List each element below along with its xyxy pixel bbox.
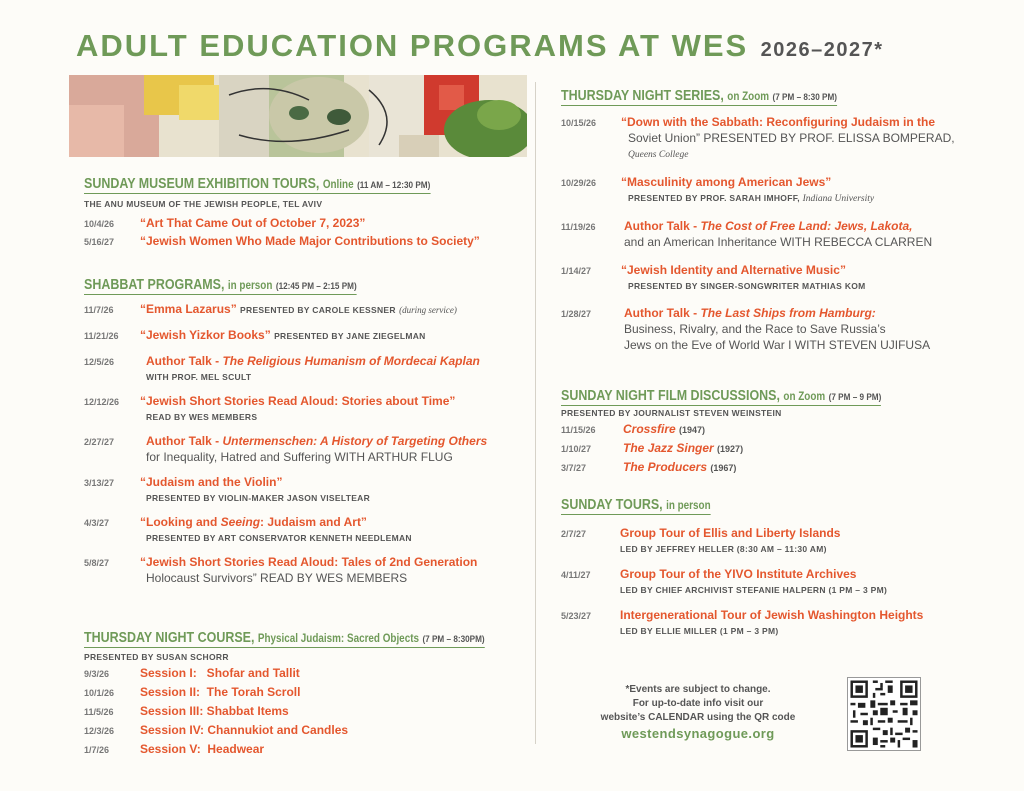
event-presenter: PRESENTED BY PROF. ELISSA BOMPERAD, [703, 131, 955, 145]
tour-title: Group Tour of Ellis and Liberty Islands [620, 526, 841, 540]
session-title: Session IV: Channukiot and Candles [140, 723, 349, 737]
heading-text: THURSDAY NIGHT SERIES, [561, 88, 724, 104]
heading-mode: in person [666, 500, 711, 512]
footer-line: *Events are subject to change. [625, 684, 771, 695]
event-title: “Emma Lazarus” [140, 302, 237, 316]
event-title: “Judaism and the Violin” [140, 475, 283, 489]
section-heading [84, 176, 430, 194]
section-film-discussions [561, 387, 933, 477]
tour-leader: LED BY CHIEF ARCHIVIST STEFANIE HALPERN (1 PM – 3 PM) [620, 585, 888, 595]
event-title: “Masculinity among American Jews” [621, 175, 832, 189]
section-museum-tours [84, 175, 487, 249]
event-row [84, 301, 487, 318]
heading-time: (7 PM – 8:30PM) [422, 634, 485, 645]
heading-time: (12:45 PM – 2:15 PM) [275, 281, 357, 292]
event-title-cont: Holocaust Survivors” [146, 571, 257, 585]
film-year: (1967) [710, 463, 737, 473]
event-presenter: WITH REBECCA CLARREN [780, 235, 933, 249]
event-date: 5/8/27 [84, 558, 110, 568]
event-title: “Jewish Identity and Alternative Music” [621, 263, 846, 277]
event-title: “Art That Came Out of October 7, 2023” [140, 216, 366, 230]
event-prefix: Author Talk - [624, 219, 701, 233]
footer-line: website’s CALENDAR using the QR code [600, 712, 796, 723]
event-presenter: PRESENTED BY JANE ZIEGELMAN [274, 331, 426, 341]
event-row [561, 174, 955, 206]
film-title: The Jazz Singer [623, 441, 714, 455]
tour-leader: LED BY ELLIE MILLER (1 PM – 3 PM) [620, 626, 779, 636]
section-subtitle: PRESENTED BY JOURNALIST STEVEN WEINSTEIN [561, 408, 782, 418]
film-year: (1947) [679, 425, 706, 435]
event-date: 10/4/26 [84, 219, 115, 229]
event-presenter: PRESENTED BY SINGER-SONGWRITER MATHIAS KOM [628, 281, 866, 291]
event-date: 12/5/26 [84, 357, 115, 367]
event-presenter: PRESENTED BY PROF. SARAH IMHOFF, [628, 193, 800, 203]
event-presenter: PRESENTED BY VIOLIN-MAKER JASON VISELTEAR [146, 493, 371, 503]
event-title-cont: and an American Inheritance [624, 235, 777, 249]
heading-text: SUNDAY TOURS, [561, 497, 663, 513]
event-presenter: WITH PROF. MEL SCULT [146, 372, 252, 382]
tour-leader: LED BY JEFFREY HELLER (8:30 AM – 11:30 AM) [620, 544, 827, 554]
film-row [561, 440, 933, 458]
session-row [84, 722, 550, 738]
event-row [84, 327, 487, 344]
event-title: “Down with the Sabbath: Reconfiguring Judaism in the [621, 115, 936, 129]
session-date: 12/3/26 [84, 726, 115, 736]
event-date: 11/7/26 [84, 305, 114, 315]
event-title: “Jewish Short Stories Read Aloud: Stories about Time” [140, 394, 456, 408]
event-presenter: PRESENTED BY ART CONSERVATOR KENNETH NEEDLEMAN [146, 533, 412, 543]
session-row [84, 684, 550, 700]
heading-time: (7 PM – 8:30 PM) [772, 92, 837, 103]
section-thursday-series [561, 87, 955, 353]
event-presenter: READ BY WES MEMBERS [260, 571, 408, 585]
film-date: 3/7/27 [561, 463, 587, 473]
footer-line: For up-to-date info visit our [632, 698, 764, 709]
event-row [84, 215, 487, 231]
film-date: 1/10/27 [561, 444, 592, 454]
event-row [84, 353, 487, 384]
event-title-cont: Soviet Union” [628, 131, 701, 145]
event-title: “Jewish Short Stories Read Aloud: Tales of 2nd Generation [140, 555, 478, 569]
film-row [561, 421, 933, 439]
event-date: 10/29/26 [561, 178, 597, 188]
event-row [561, 114, 955, 162]
event-title: “Looking and [140, 515, 221, 529]
event-date: 1/28/27 [561, 309, 592, 319]
session-title: Session V: Headwear [140, 742, 265, 756]
event-date: 5/16/27 [84, 237, 115, 247]
event-presenter: READ BY WES MEMBERS [146, 412, 258, 422]
heading-mode: Physical Judaism: Sacred Objects [257, 633, 419, 645]
event-title: The Religious Humanism of Mordecai Kaplan [222, 354, 480, 368]
event-date: 11/21/26 [84, 331, 119, 341]
event-date: 12/12/26 [84, 397, 120, 407]
session-title: Session I: Shofar and Tallit [140, 666, 300, 680]
section-heading [561, 88, 837, 106]
section-thursday-course [84, 629, 550, 757]
session-date: 1/7/26 [84, 745, 110, 755]
event-title-cont: Business, Rivalry, and the Race to Save Russia’s [624, 322, 886, 336]
event-date: 2/27/27 [84, 437, 115, 447]
event-title-cont: Jews on the Eve of World War I [624, 338, 792, 352]
tour-date: 4/11/27 [561, 570, 591, 580]
event-prefix: Author Talk - [146, 434, 223, 448]
film-title: The Producers [623, 460, 708, 474]
session-date: 11/5/26 [84, 707, 114, 717]
event-institution: Indiana University [802, 194, 875, 204]
event-title: Untermenschen: A History of Targeting Others [222, 434, 488, 448]
event-row [84, 474, 487, 505]
tour-row [561, 566, 923, 597]
film-row [561, 459, 933, 477]
event-row [561, 218, 955, 250]
event-row [84, 233, 487, 249]
event-presenter: WITH STEVEN UJIFUSA [794, 338, 931, 352]
section-heading [561, 497, 711, 515]
event-date: 4/3/27 [84, 518, 110, 528]
chagall-artwork-image [69, 75, 527, 157]
section-subtitle: PRESENTED BY SUSAN SCHORR [84, 652, 229, 662]
event-title-italic: Seeing [220, 515, 261, 529]
session-row [84, 741, 550, 757]
event-presenter: PRESENTED BY CAROLE KESSNER [240, 305, 396, 315]
footer-note [578, 683, 818, 741]
tour-row [561, 525, 923, 556]
event-row [84, 433, 487, 465]
event-title-end: : Judaism and Art” [260, 515, 367, 529]
event-date: 11/19/26 [561, 222, 596, 232]
heading-text: THURSDAY NIGHT COURSE, [84, 630, 255, 646]
heading-mode: on Zoom [783, 391, 826, 403]
section-heading [84, 630, 485, 648]
film-title: Crossfire [623, 422, 676, 436]
session-title: Session II: The Torah Scroll [140, 685, 301, 699]
qr-code-icon[interactable] [847, 677, 921, 751]
event-title: “Jewish Women Who Made Major Contributions to Society” [140, 234, 480, 248]
event-row [561, 305, 955, 353]
heading-mode: in person [227, 280, 273, 292]
heading-text: SHABBAT PROGRAMS, [84, 277, 225, 293]
section-sunday-tours [561, 496, 923, 638]
title-year: 2026–2027* [760, 39, 884, 61]
film-date: 11/15/26 [561, 425, 596, 435]
section-shabbat [84, 276, 487, 586]
title-main: ADULT EDUCATION PROGRAMS AT WES [76, 28, 749, 63]
heading-text: SUNDAY NIGHT FILM DISCUSSIONS, [561, 388, 780, 404]
tour-date: 5/23/27 [561, 611, 592, 621]
section-subtitle: THE ANU MUSEUM OF THE JEWISH PEOPLE, TEL AVIV [84, 199, 323, 209]
heading-mode: Online [322, 179, 354, 191]
tour-date: 2/7/27 [561, 529, 587, 539]
heading-time: (11 AM – 12:30 PM) [357, 180, 431, 191]
event-note: (during service) [399, 305, 457, 315]
event-row [84, 554, 487, 586]
event-institution: Queens College [628, 150, 689, 160]
session-title: Session III: Shabbat Items [140, 704, 289, 718]
section-heading [84, 277, 357, 295]
event-date: 10/15/26 [561, 118, 597, 128]
session-row [84, 703, 550, 719]
section-heading [561, 388, 881, 406]
tour-title: Intergenerational Tour of Jewish Washington Heights [620, 608, 924, 622]
event-title: The Cost of Free Land: Jews, Lakota, [700, 219, 913, 233]
website-link[interactable]: westendsynagogue.org [621, 726, 775, 741]
event-prefix: Author Talk - [146, 354, 223, 368]
tour-row [561, 607, 923, 638]
event-title-cont: for Inequality, Hatred and Suffering [146, 450, 332, 464]
heading-mode: on Zoom [727, 91, 770, 103]
session-date: 10/1/26 [84, 688, 115, 698]
film-year: (1927) [717, 444, 744, 454]
session-row [84, 665, 550, 681]
heading-time: (7 PM – 9 PM) [828, 392, 882, 403]
event-title: “Jewish Yizkor Books” [140, 328, 271, 342]
tour-title: Group Tour of the YIVO Institute Archives [620, 567, 857, 581]
event-title: The Last Ships from Hamburg: [700, 306, 876, 320]
event-row [561, 262, 955, 293]
event-row [84, 514, 487, 545]
session-date: 9/3/26 [84, 669, 110, 679]
event-prefix: Author Talk - [624, 306, 701, 320]
event-date: 1/14/27 [561, 266, 592, 276]
heading-text: SUNDAY MUSEUM EXHIBITION TOURS, [84, 176, 320, 192]
event-presenter: WITH ARTHUR FLUG [334, 450, 453, 464]
event-row [84, 393, 487, 424]
page-title [76, 28, 884, 64]
event-date: 3/13/27 [84, 478, 115, 488]
